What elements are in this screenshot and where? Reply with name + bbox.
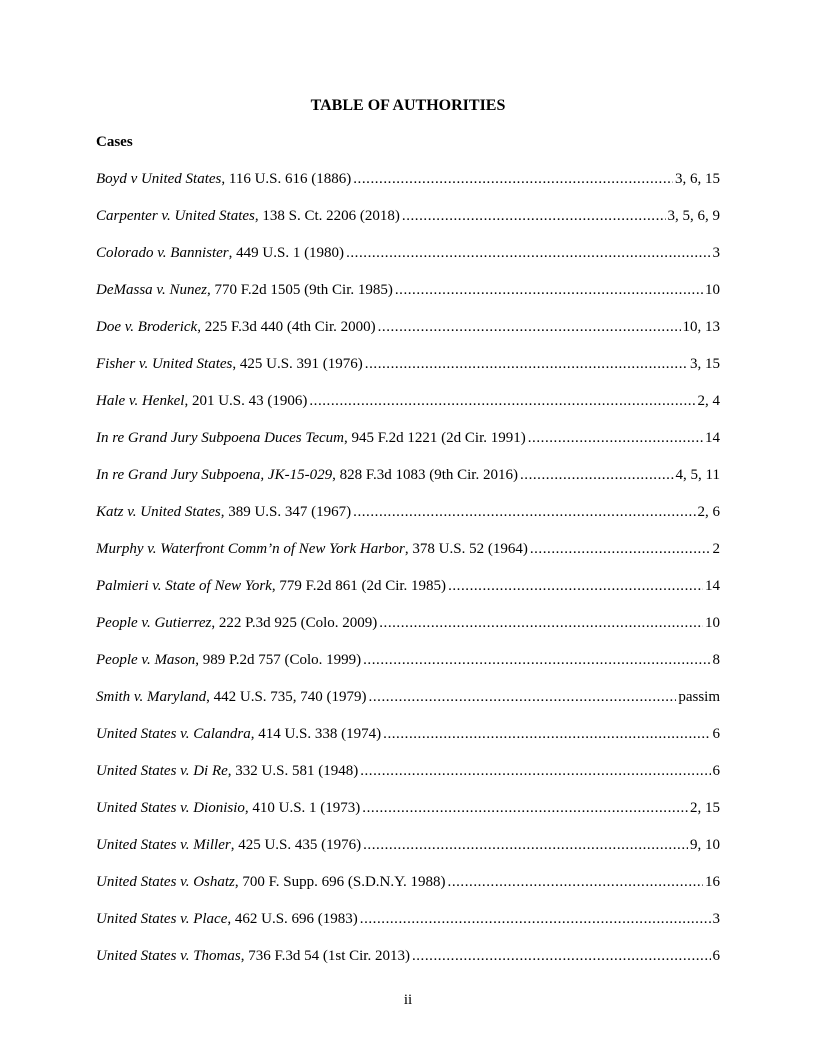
case-name: United States v. Calandra [96, 726, 251, 742]
case-pages: 14 [705, 578, 720, 594]
case-entry [96, 317, 720, 354]
case-entry [96, 169, 720, 206]
case-pages: 6 [712, 726, 720, 742]
case-entry [96, 428, 720, 465]
case-pages: 6 [712, 763, 720, 779]
case-entry [96, 724, 720, 761]
case-citation: , 945 F.2d 1221 (2d Cir. 1991) [344, 430, 526, 446]
case-citation: , 138 S. Ct. 2206 (2018) [254, 208, 400, 224]
dot-leader [412, 946, 711, 966]
section-heading-cases: Cases [96, 134, 133, 150]
case-entry [96, 798, 720, 835]
case-entry [96, 687, 720, 724]
case-pages: passim [678, 689, 720, 705]
case-pages: 10 [705, 282, 720, 298]
case-citation: , 449 U.S. 1 (1980) [228, 245, 345, 261]
dot-leader [395, 280, 703, 300]
case-pages: 2, 4 [697, 393, 720, 409]
dot-leader [363, 650, 710, 670]
case-pages: 3 [712, 245, 720, 261]
case-name: United States v. Oshatz [96, 874, 235, 890]
case-pages: 3 [712, 911, 720, 927]
case-name: DeMassa v. Nunez [96, 282, 207, 298]
case-name: In re Grand Jury Subpoena Duces Tecum [96, 430, 345, 446]
case-citation: , 442 U.S. 735, 740 (1979) [206, 689, 367, 705]
cases-list [96, 169, 720, 983]
case-name: United States v. Thomas [96, 948, 241, 964]
case-name: United States v. Place [96, 911, 228, 927]
dot-leader [379, 613, 703, 633]
case-pages: 3, 15 [690, 356, 720, 372]
case-pages: 6 [712, 948, 720, 964]
case-citation: , 425 U.S. 391 (1976) [232, 356, 363, 372]
case-pages: 14 [705, 430, 720, 446]
case-entry [96, 872, 720, 909]
case-citation: , 828 F.3d 1083 (9th Cir. 2016) [332, 467, 518, 483]
case-entry [96, 465, 720, 502]
case-citation: , 462 U.S. 696 (1983) [227, 911, 358, 927]
case-pages: 10 [705, 615, 720, 631]
case-citation: , 201 U.S. 43 (1906) [184, 393, 308, 409]
case-name: Murphy v. Waterfront Comm’n of New York Harbor [96, 541, 405, 557]
case-name: United States v. Dionisio [96, 800, 245, 816]
case-citation: , 700 F. Supp. 696 (S.D.N.Y. 1988) [234, 874, 446, 890]
dot-leader [362, 798, 688, 818]
case-citation: , 425 U.S. 435 (1976) [230, 837, 362, 853]
case-pages: 3, 5, 6, 9 [667, 208, 720, 224]
case-entry [96, 391, 720, 428]
case-entry [96, 946, 720, 983]
case-citation: , 779 F.2d 861 (2d Cir. 1985) [271, 578, 447, 594]
case-pages: 3, 6, 15 [675, 171, 720, 187]
case-name: United States v. Miller [96, 837, 231, 853]
case-name: Katz v. United States [96, 504, 221, 520]
dot-leader [448, 872, 703, 892]
case-citation: , 389 U.S. 347 (1967) [220, 504, 352, 520]
dot-leader [353, 169, 673, 189]
case-name: Colorado v. Bannister [96, 245, 229, 261]
dot-leader [363, 835, 688, 855]
dot-leader [402, 206, 666, 226]
case-name: Fisher v. United States [96, 356, 233, 372]
case-citation: , 222 P.3d 925 (Colo. 2009) [211, 615, 378, 631]
case-citation: , 116 U.S. 616 (1886) [221, 171, 352, 187]
dot-leader [530, 539, 711, 559]
case-entry [96, 539, 720, 576]
page-title: TABLE OF AUTHORITIES [310, 97, 506, 114]
case-entry [96, 243, 720, 280]
case-pages: 2, 15 [690, 800, 720, 816]
dot-leader [360, 761, 710, 781]
page-number: ii [403, 992, 413, 1008]
dot-leader [346, 243, 710, 263]
case-entry [96, 576, 720, 613]
case-pages: 8 [712, 652, 720, 668]
case-pages: 4, 5, 11 [675, 467, 720, 483]
case-name: Palmieri v. State of New York [96, 578, 272, 594]
case-entry [96, 835, 720, 872]
case-name: Hale v. Henkel [96, 393, 185, 409]
dot-leader [353, 502, 695, 522]
case-entry [96, 613, 720, 650]
case-name: Doe v. Broderick [96, 319, 198, 335]
case-name: In re Grand Jury Subpoena, JK-15-029 [96, 467, 333, 483]
case-name: People v. Gutierrez [96, 615, 212, 631]
case-citation: , 770 F.2d 1505 (9th Cir. 1985) [206, 282, 393, 298]
case-pages: 9, 10 [690, 837, 720, 853]
case-name: Smith v. Maryland [96, 689, 207, 705]
dot-leader [360, 909, 711, 929]
case-citation: , 225 F.3d 440 (4th Cir. 2000) [197, 319, 376, 335]
case-entry [96, 502, 720, 539]
case-entry [96, 650, 720, 687]
dot-leader [528, 428, 703, 448]
case-name: United States v. Di Re [96, 763, 228, 779]
dot-leader [448, 576, 703, 596]
case-citation: , 414 U.S. 338 (1974) [250, 726, 382, 742]
case-citation: , 736 F.3d 54 (1st Cir. 2013) [240, 948, 410, 964]
case-name: Carpenter v. United States [96, 208, 255, 224]
case-pages: 2 [712, 541, 720, 557]
case-entry [96, 909, 720, 946]
case-pages: 10, 13 [682, 319, 720, 335]
case-name: People v. Mason [96, 652, 196, 668]
case-citation: , 378 U.S. 52 (1964) [404, 541, 528, 557]
case-citation: , 410 U.S. 1 (1973) [244, 800, 361, 816]
dot-leader [378, 317, 681, 337]
dot-leader [369, 687, 677, 707]
dot-leader [383, 724, 710, 744]
dot-leader [309, 391, 695, 411]
case-citation: , 332 U.S. 581 (1948) [227, 763, 359, 779]
dot-leader [365, 354, 688, 374]
case-citation: , 989 P.2d 757 (Colo. 1999) [195, 652, 362, 668]
case-entry [96, 354, 720, 391]
case-pages: 2, 6 [697, 504, 720, 520]
dot-leader [520, 465, 674, 485]
case-entry [96, 280, 720, 317]
case-name: Boyd v United States [96, 171, 222, 187]
case-entry [96, 761, 720, 798]
case-pages: 16 [705, 874, 720, 890]
case-entry [96, 206, 720, 243]
